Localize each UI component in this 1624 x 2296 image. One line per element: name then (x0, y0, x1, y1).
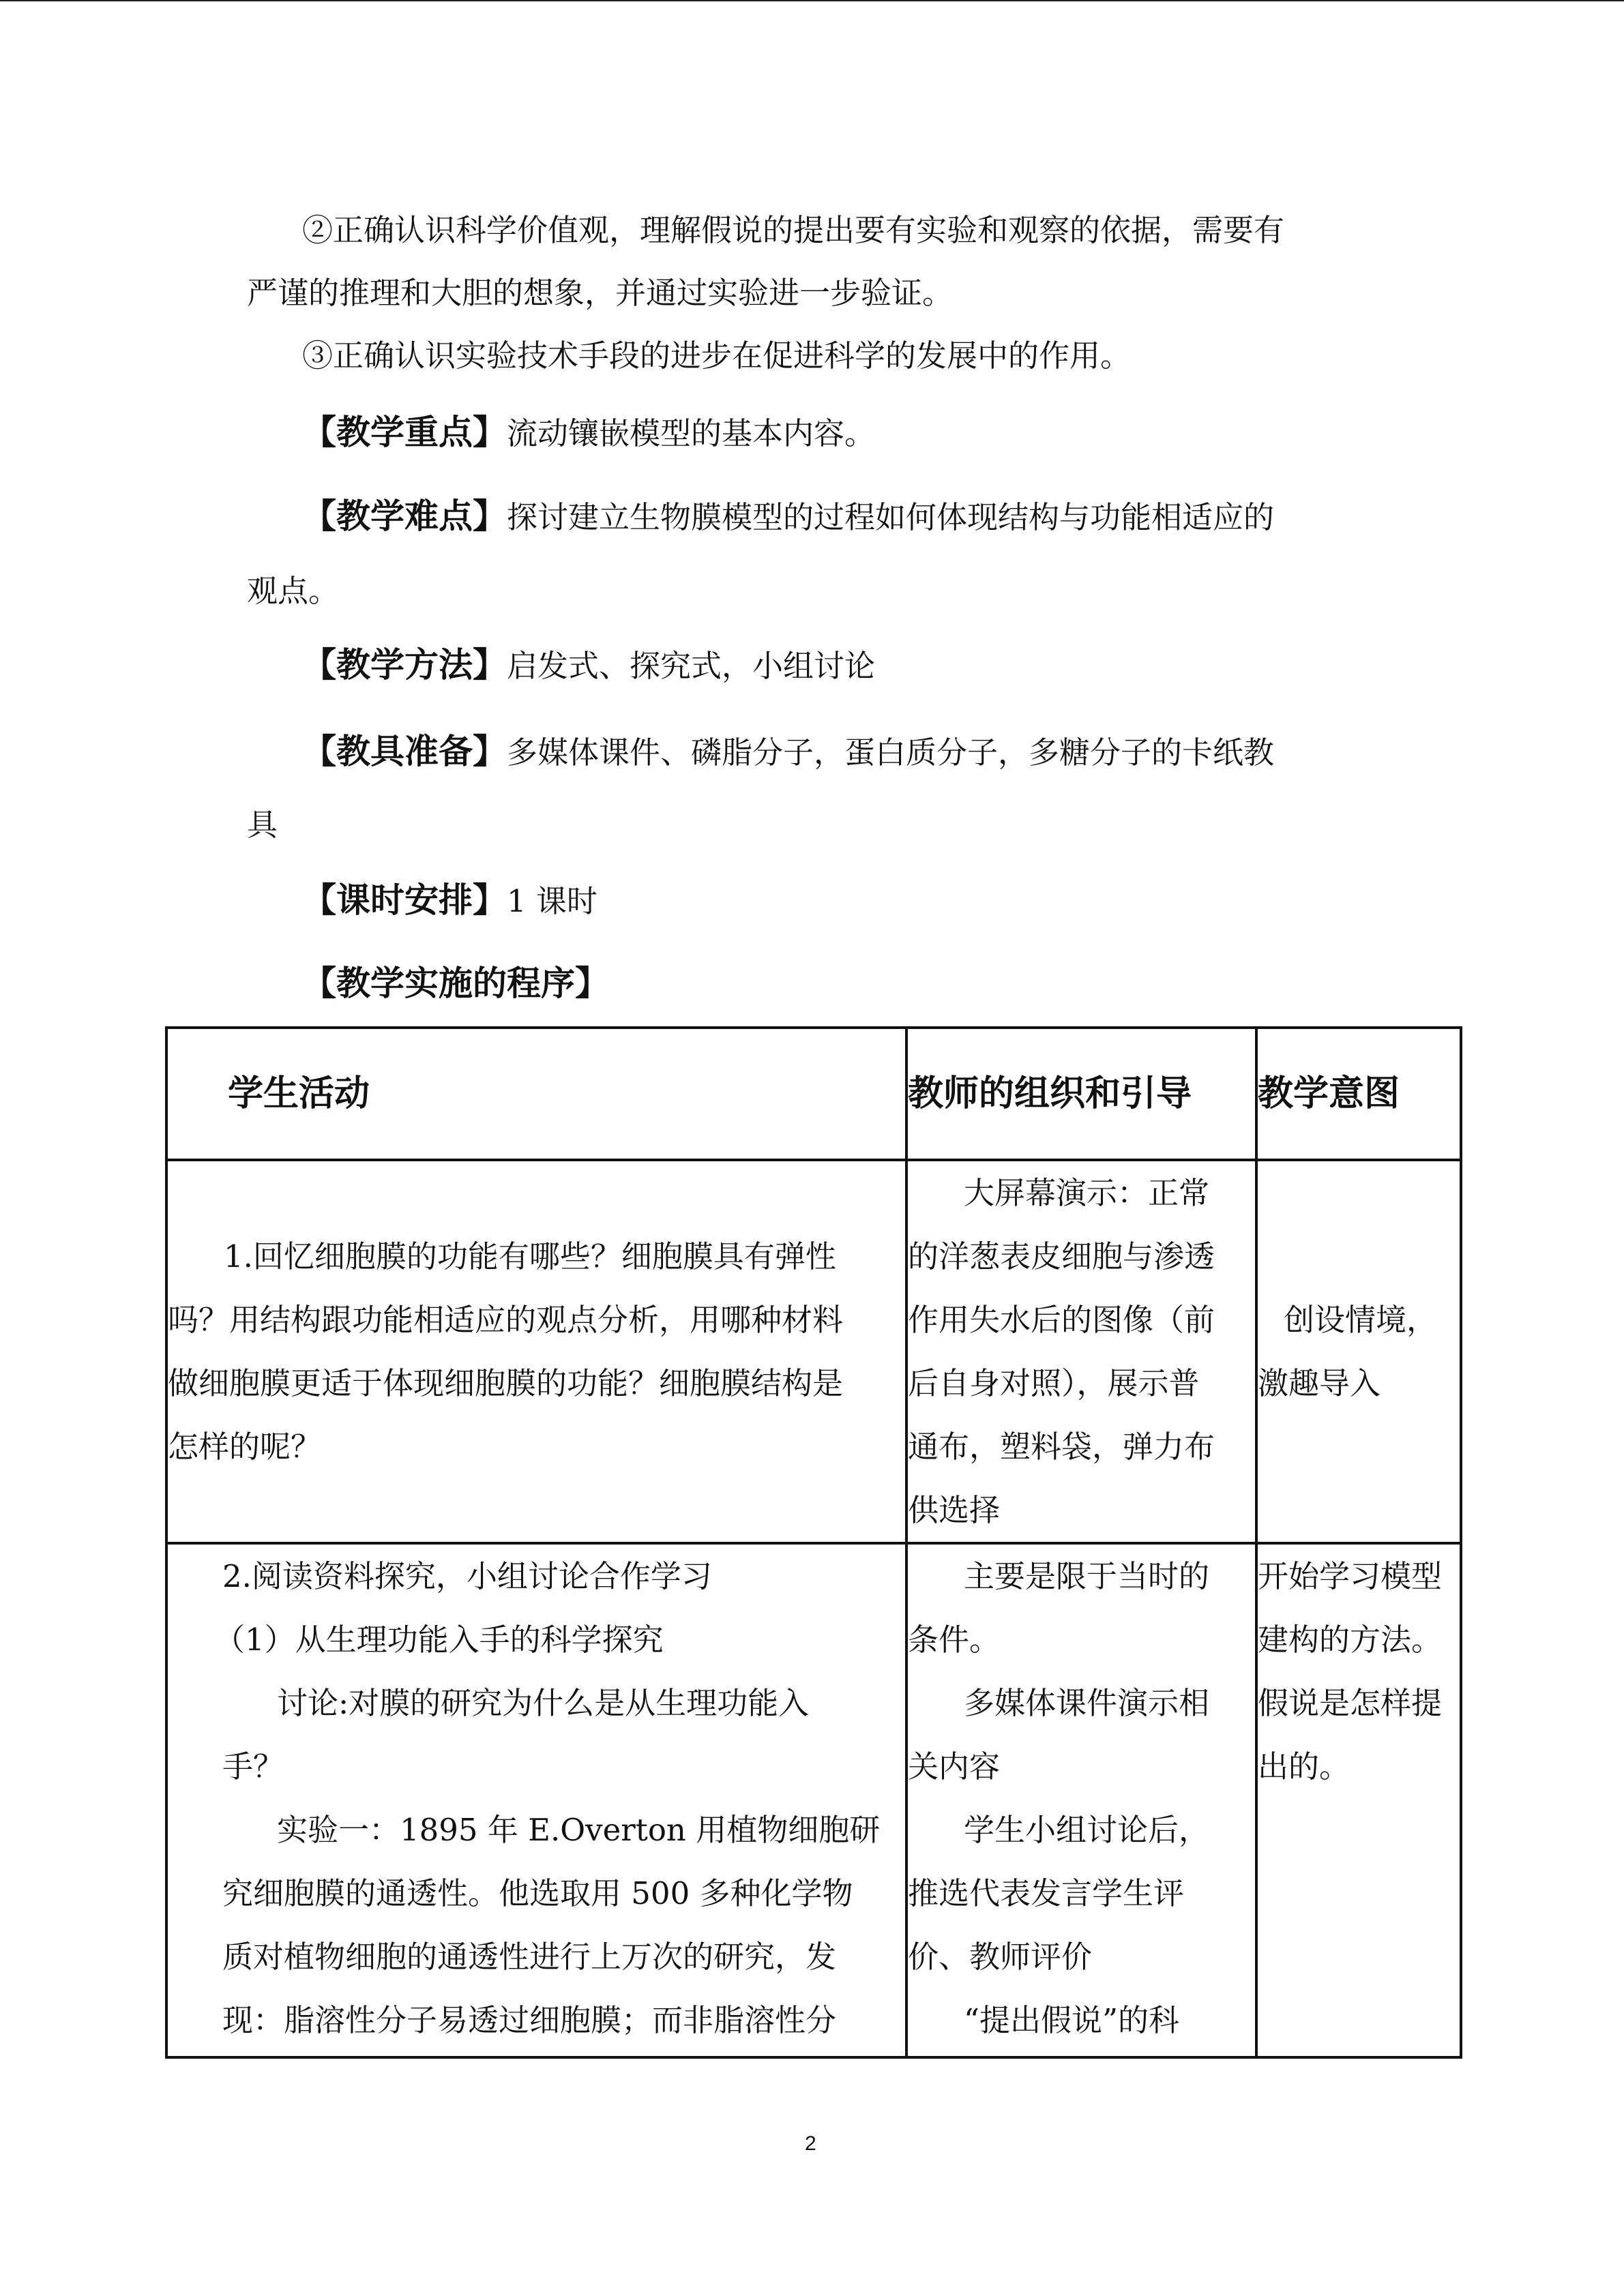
row1-teacher-guidance (906, 1160, 1256, 1543)
teaching-method-text: 启发式、探究式，小组讨论 (507, 648, 876, 684)
teaching-tools-line2: 具 (247, 807, 278, 843)
row2-teacher-line: 关内容 (908, 1748, 1001, 1785)
table-row (166, 1543, 1461, 2057)
row2-teacher-line: “提出假说”的科 (964, 2002, 1180, 2038)
teaching-method (302, 644, 875, 687)
row1-student-activity (166, 1160, 906, 1543)
paragraph-values-line1: ②正确认识科学价值观，理解假说的提出要有实验和观察的依据，需要有 (302, 212, 1285, 248)
teaching-difficulty-text: 探讨建立生物膜模型的过程如何体现结构与功能相适应的 (507, 499, 1275, 535)
class-schedule-label: 【课时安排】 (302, 880, 507, 920)
procedure-heading-label: 【教学实施的程序】 (302, 964, 609, 1003)
row2-teacher-line: 主要是限于当时的 (964, 1558, 1210, 1594)
header-teacher-guidance: 教师的组织和引导 (906, 1028, 1256, 1160)
row1-intent-line: 激趣导入 (1258, 1365, 1381, 1401)
paragraph-technology: ③正确认识实验技术手段的进步在促进科学的发展中的作用。 (302, 338, 1132, 374)
paragraph-values-line2: 严谨的推理和大胆的想象，并通过实验进一步验证。 (247, 275, 954, 311)
row2-student-line: 2.阅读资料探究，小组讨论合作学习 (222, 1558, 712, 1594)
header-teaching-intent: 教学意图 (1256, 1028, 1461, 1160)
page-number: 2 (805, 2132, 816, 2155)
row2-teacher-line: 学生小组讨论后， (964, 1812, 1210, 1848)
teaching-focus-label: 【教学重点】 (302, 413, 507, 452)
row2-teacher-line: 条件。 (908, 1622, 1001, 1658)
row1-student-line: 怎样的呢？ (168, 1429, 322, 1465)
row2-student-line: 实验一：1895 年 E.Overton 用植物细胞研 (277, 1812, 881, 1848)
row2-intent-line: 出的。 (1258, 1748, 1350, 1785)
row2-teacher-line: 多媒体课件演示相 (964, 1685, 1210, 1721)
row2-student-line: 究细胞膜的通透性。他选取用 500 多种化学物 (222, 1875, 853, 1911)
teaching-tools-text: 多媒体课件、磷脂分子，蛋白质分子，多糖分子的卡纸教 (507, 734, 1275, 771)
row2-student-line: 讨论:对膜的研究为什么是从生理功能入 (277, 1685, 810, 1721)
teaching-difficulty-line2: 观点。 (247, 573, 340, 609)
row2-student-line: 现：脂溶性分子易透过细胞膜；而非脂溶性分 (222, 2002, 837, 2038)
class-schedule (302, 880, 597, 922)
row1-teacher-line: 后自身对照），展示普 (908, 1365, 1200, 1401)
teaching-difficulty-label: 【教学难点】 (302, 496, 507, 536)
row2-teacher-line: 推选代表发言学生评 (908, 1875, 1185, 1911)
row2-student-line: 质对植物细胞的通透性进行上万次的研究，发 (222, 1939, 837, 1975)
row1-teaching-intent (1256, 1160, 1461, 1543)
row1-student-line: 1.回忆细胞膜的功能有哪些？细胞膜具有弹性 (224, 1238, 836, 1274)
teaching-tools-label: 【教具准备】 (302, 732, 507, 771)
table-header-row (166, 1028, 1461, 1160)
row2-intent-line: 假说是怎样提 (1258, 1685, 1443, 1721)
teaching-procedure-table (165, 1026, 1462, 2059)
row1-teacher-line: 通布，塑料袋，弹力布 (908, 1429, 1215, 1465)
row2-teacher-line: 价、教师评价 (908, 1939, 1093, 1975)
teaching-method-label: 【教学方法】 (302, 645, 507, 685)
class-schedule-text: 1 课时 (507, 883, 597, 919)
row2-intent-line: 建构的方法。 (1258, 1622, 1443, 1658)
procedure-heading (302, 963, 609, 1005)
row1-teacher-line: 大屏幕演示：正常 (964, 1175, 1210, 1211)
table-row (166, 1160, 1461, 1543)
teaching-focus (302, 412, 875, 454)
row1-student-line: 吗？用结构跟功能相适应的观点分析，用哪种材料 (168, 1302, 844, 1338)
row2-teaching-intent (1256, 1543, 1461, 2057)
row1-intent-line: 创设情境， (1284, 1302, 1438, 1338)
row2-teacher-guidance (906, 1543, 1256, 2057)
teaching-tools (302, 731, 1274, 773)
row2-student-activity (166, 1543, 906, 2057)
row1-teacher-line: 供选择 (908, 1492, 1001, 1528)
row2-intent-line: 开始学习模型 (1258, 1558, 1443, 1594)
row2-student-line: （1）从生理功能入手的科学探究 (214, 1622, 664, 1658)
row1-teacher-line: 的洋葱表皮细胞与渗透 (908, 1238, 1215, 1274)
teaching-difficulty (302, 496, 1274, 538)
header-student-activity: 学生活动 (166, 1028, 906, 1160)
teaching-focus-text: 流动镶嵌模型的基本内容。 (507, 415, 876, 451)
row2-student-line: 手？ (222, 1748, 284, 1785)
row1-student-line: 做细胞膜更适于体现细胞膜的功能？细胞膜结构是 (168, 1365, 844, 1401)
row1-teacher-line: 作用失水后的图像（前 (908, 1302, 1215, 1338)
